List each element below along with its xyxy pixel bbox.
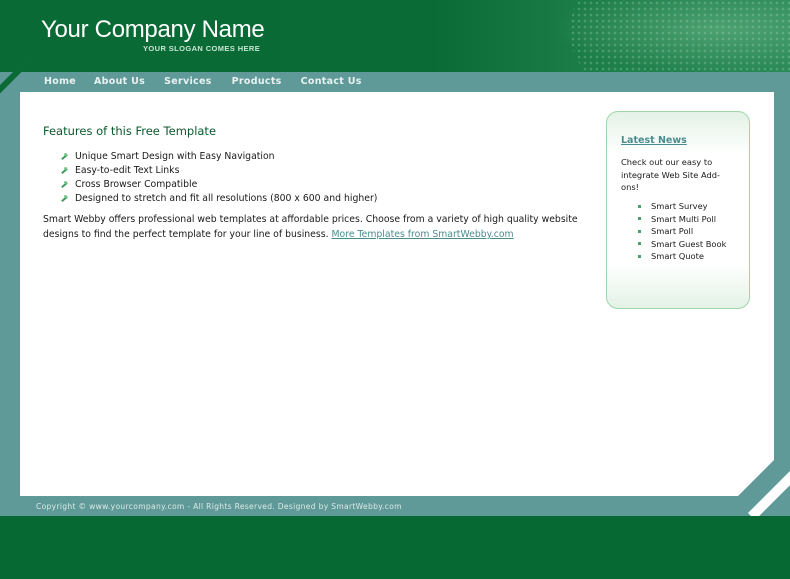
list-item — [638, 213, 726, 226]
square-bullet-icon — [638, 242, 641, 245]
list-item — [60, 191, 377, 205]
main-nav — [35, 73, 371, 89]
square-bullet-icon — [638, 217, 641, 220]
feature-text: Cross Browser Compatible — [75, 178, 198, 190]
square-bullet-icon — [638, 255, 641, 258]
description-text: Smart Webby offers professional web templates at affordable prices. Choose from a variety of high quality website designs to find the perfect template for your line of business. — [43, 214, 578, 240]
description-paragraph — [43, 212, 603, 242]
company-name[interactable]: Your Company Name — [41, 16, 265, 43]
nav-item-products[interactable]: Products — [231, 75, 282, 87]
nav-item-home[interactable]: Home — [44, 75, 77, 87]
leaf-bullet-icon — [60, 152, 69, 161]
more-templates-link[interactable]: More Templates from SmartWebby.com — [331, 229, 514, 240]
addon-name: Smart Guest Book — [651, 238, 727, 249]
addon-name: Smart Survey — [651, 201, 708, 212]
company-slogan: YOUR SLOGAN COMES HERE — [143, 44, 261, 53]
latest-news-text: Check out our easy to integrate Web Site Add-ons! — [621, 157, 721, 192]
footer-copyright: Copyright © www.yourcompany.com - All Rights Reserved. Designed by SmartWebby.com — [36, 502, 402, 511]
list-item — [60, 177, 377, 191]
feature-text: Easy-to-edit Text Links — [75, 164, 180, 176]
list-item — [638, 225, 726, 238]
header-dots-decoration — [570, 0, 790, 72]
square-bullet-icon — [638, 205, 641, 208]
feature-list — [60, 149, 377, 205]
leaf-bullet-icon — [60, 180, 69, 189]
feature-text: Unique Smart Design with Easy Navigation — [75, 150, 275, 162]
list-item — [638, 250, 726, 263]
addon-list — [638, 200, 726, 263]
list-item — [60, 149, 377, 163]
feature-text: Designed to stretch and fit all resolutions (800 x 600 and higher) — [75, 192, 378, 204]
leaf-bullet-icon — [60, 194, 69, 203]
list-item — [638, 200, 726, 213]
leaf-bullet-icon — [60, 166, 69, 175]
addon-name: Smart Multi Poll — [651, 213, 717, 224]
page-bottom — [0, 516, 790, 579]
list-item — [638, 238, 726, 251]
nav-item-services[interactable]: Services — [164, 75, 212, 87]
latest-news-title[interactable]: Latest News — [621, 135, 687, 146]
square-bullet-icon — [638, 230, 641, 233]
addon-name: Smart Quote — [651, 251, 704, 262]
nav-item-about-us[interactable]: About Us — [94, 75, 146, 87]
nav-item-contact-us[interactable]: Contact Us — [300, 75, 362, 87]
addon-name: Smart Poll — [651, 226, 694, 237]
list-item — [60, 163, 377, 177]
page-title: Features of this Free Template — [43, 124, 217, 138]
